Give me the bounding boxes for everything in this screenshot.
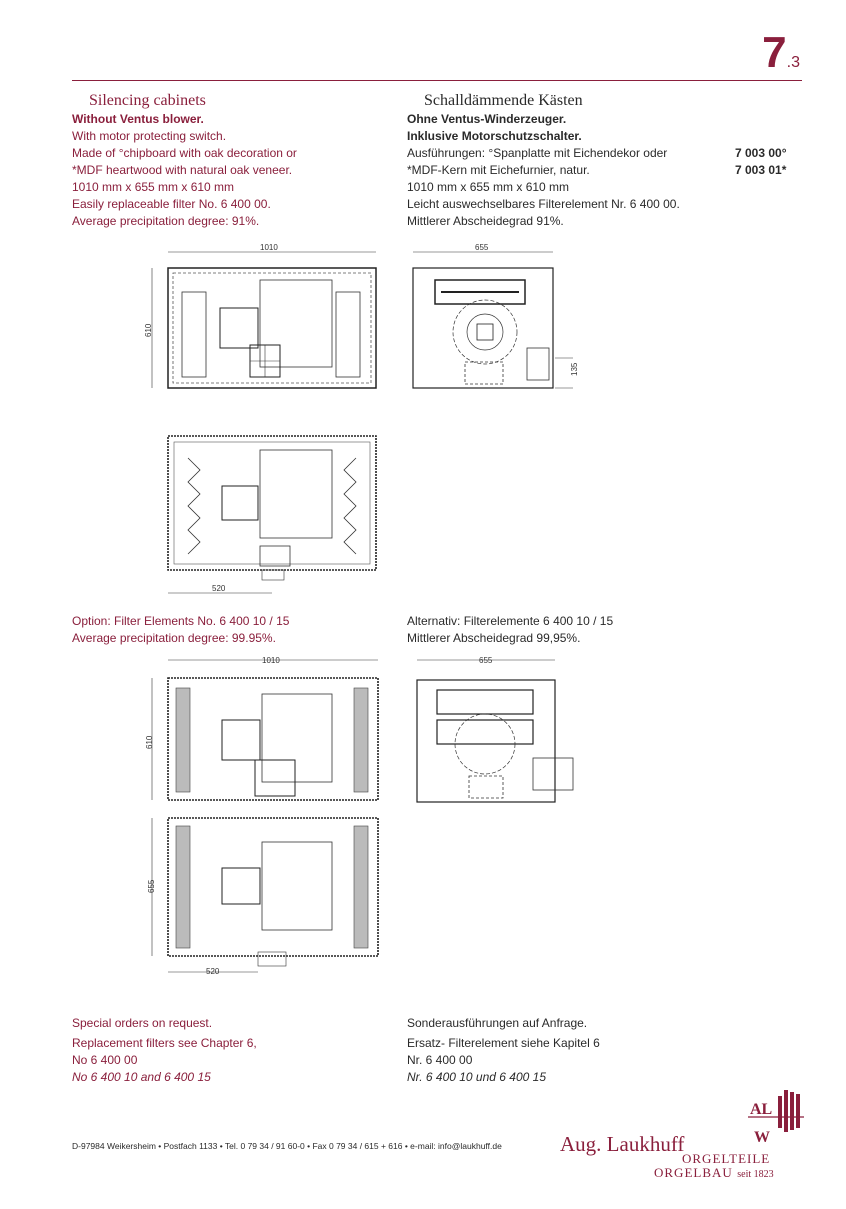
german-heading: Schalldämmende Kästen (424, 92, 583, 109)
svg-text:520: 520 (212, 584, 226, 593)
svg-text:1010: 1010 (262, 656, 280, 665)
laukhuff-organ-pipes-icon (748, 1088, 804, 1148)
logo-orgelbau-line: ORGELBAU seit 1823 (654, 1165, 774, 1180)
svg-text:520: 520 (206, 967, 220, 976)
dim-height-label: 610 (144, 323, 153, 337)
english-option: Option: Filter Elements No. 6 400 10 / 15 Average precipitation degree: 99.95%. (72, 614, 290, 645)
drawing-top-view-option (140, 812, 390, 982)
svg-text:135: 135 (570, 362, 579, 376)
logo-name: Aug. Laukhuff (560, 1132, 685, 1156)
drawing-side-view-standard (140, 240, 390, 400)
german-option: Alternativ: Filterelemente 6 400 10 / 15 Mittlerer Abscheidegrad 99,95%. (407, 614, 614, 645)
dim-width-label: 1010 (260, 243, 278, 252)
english-heading: Silencing cabinets (89, 92, 206, 109)
svg-text:610: 610 (145, 735, 154, 749)
german-notes: Sonderausführungen auf Anfrage. Ersatz- Filterelement siehe Kapitel 6 Nr. 6 400 00 Nr. 6 400 10 und 6 400 15 (407, 1016, 600, 1084)
english-notes: Special orders on request. Replacement filters see Chapter 6, No 6 400 00 No 6 400 10 and 6 400 15 (72, 1016, 257, 1084)
article-code-mdf: 7 003 01* (735, 163, 787, 177)
drawing-front-view-option (405, 652, 585, 812)
svg-text:655: 655 (475, 243, 489, 252)
drawing-side-view-option (140, 652, 390, 812)
footer-address: D-97984 Weikersheim • Postfach 1133 • Tel. 0 79 34 / 91 60-0 • Fax 0 79 34 / 615 + 616 • e-mail: info@laukhuff.de (72, 1141, 502, 1151)
logo-orgelteile: ORGELTEILE (682, 1151, 771, 1166)
header-rule (72, 80, 802, 81)
article-code-chipboard: 7 003 00° (735, 146, 787, 160)
logo-al-mark: AL (750, 1101, 773, 1118)
svg-text:655: 655 (479, 656, 493, 665)
drawing-front-view-standard (405, 240, 585, 400)
german-description: Ohne Ventus-Winderzeuger. Inklusive Motorschutzschalter. Ausführungen: °Spanplatte mit Eichendekor oder *MDF-Kern mit Eichefurnier, natur. 1010 mm x 655 mm x 610 mm Leicht auswechselbares Filterelement Nr. 6 400 00. Mittlerer Abscheidegrad 91%. (407, 112, 680, 228)
drawing-top-view-standard (160, 428, 390, 603)
english-description: Without Ventus blower. With motor protecting switch. Made of °chipboard with oak decoration or *MDF heartwood with natural oak veneer. 1010 mm x 655 mm x 610 mm Easily replaceable filter No. 6 400 00. Average precipitation degree: 91%. (72, 112, 297, 228)
logo-w-mark: W (754, 1129, 770, 1146)
svg-text:655: 655 (147, 879, 156, 893)
chapter-number: 7.3 (762, 28, 800, 77)
